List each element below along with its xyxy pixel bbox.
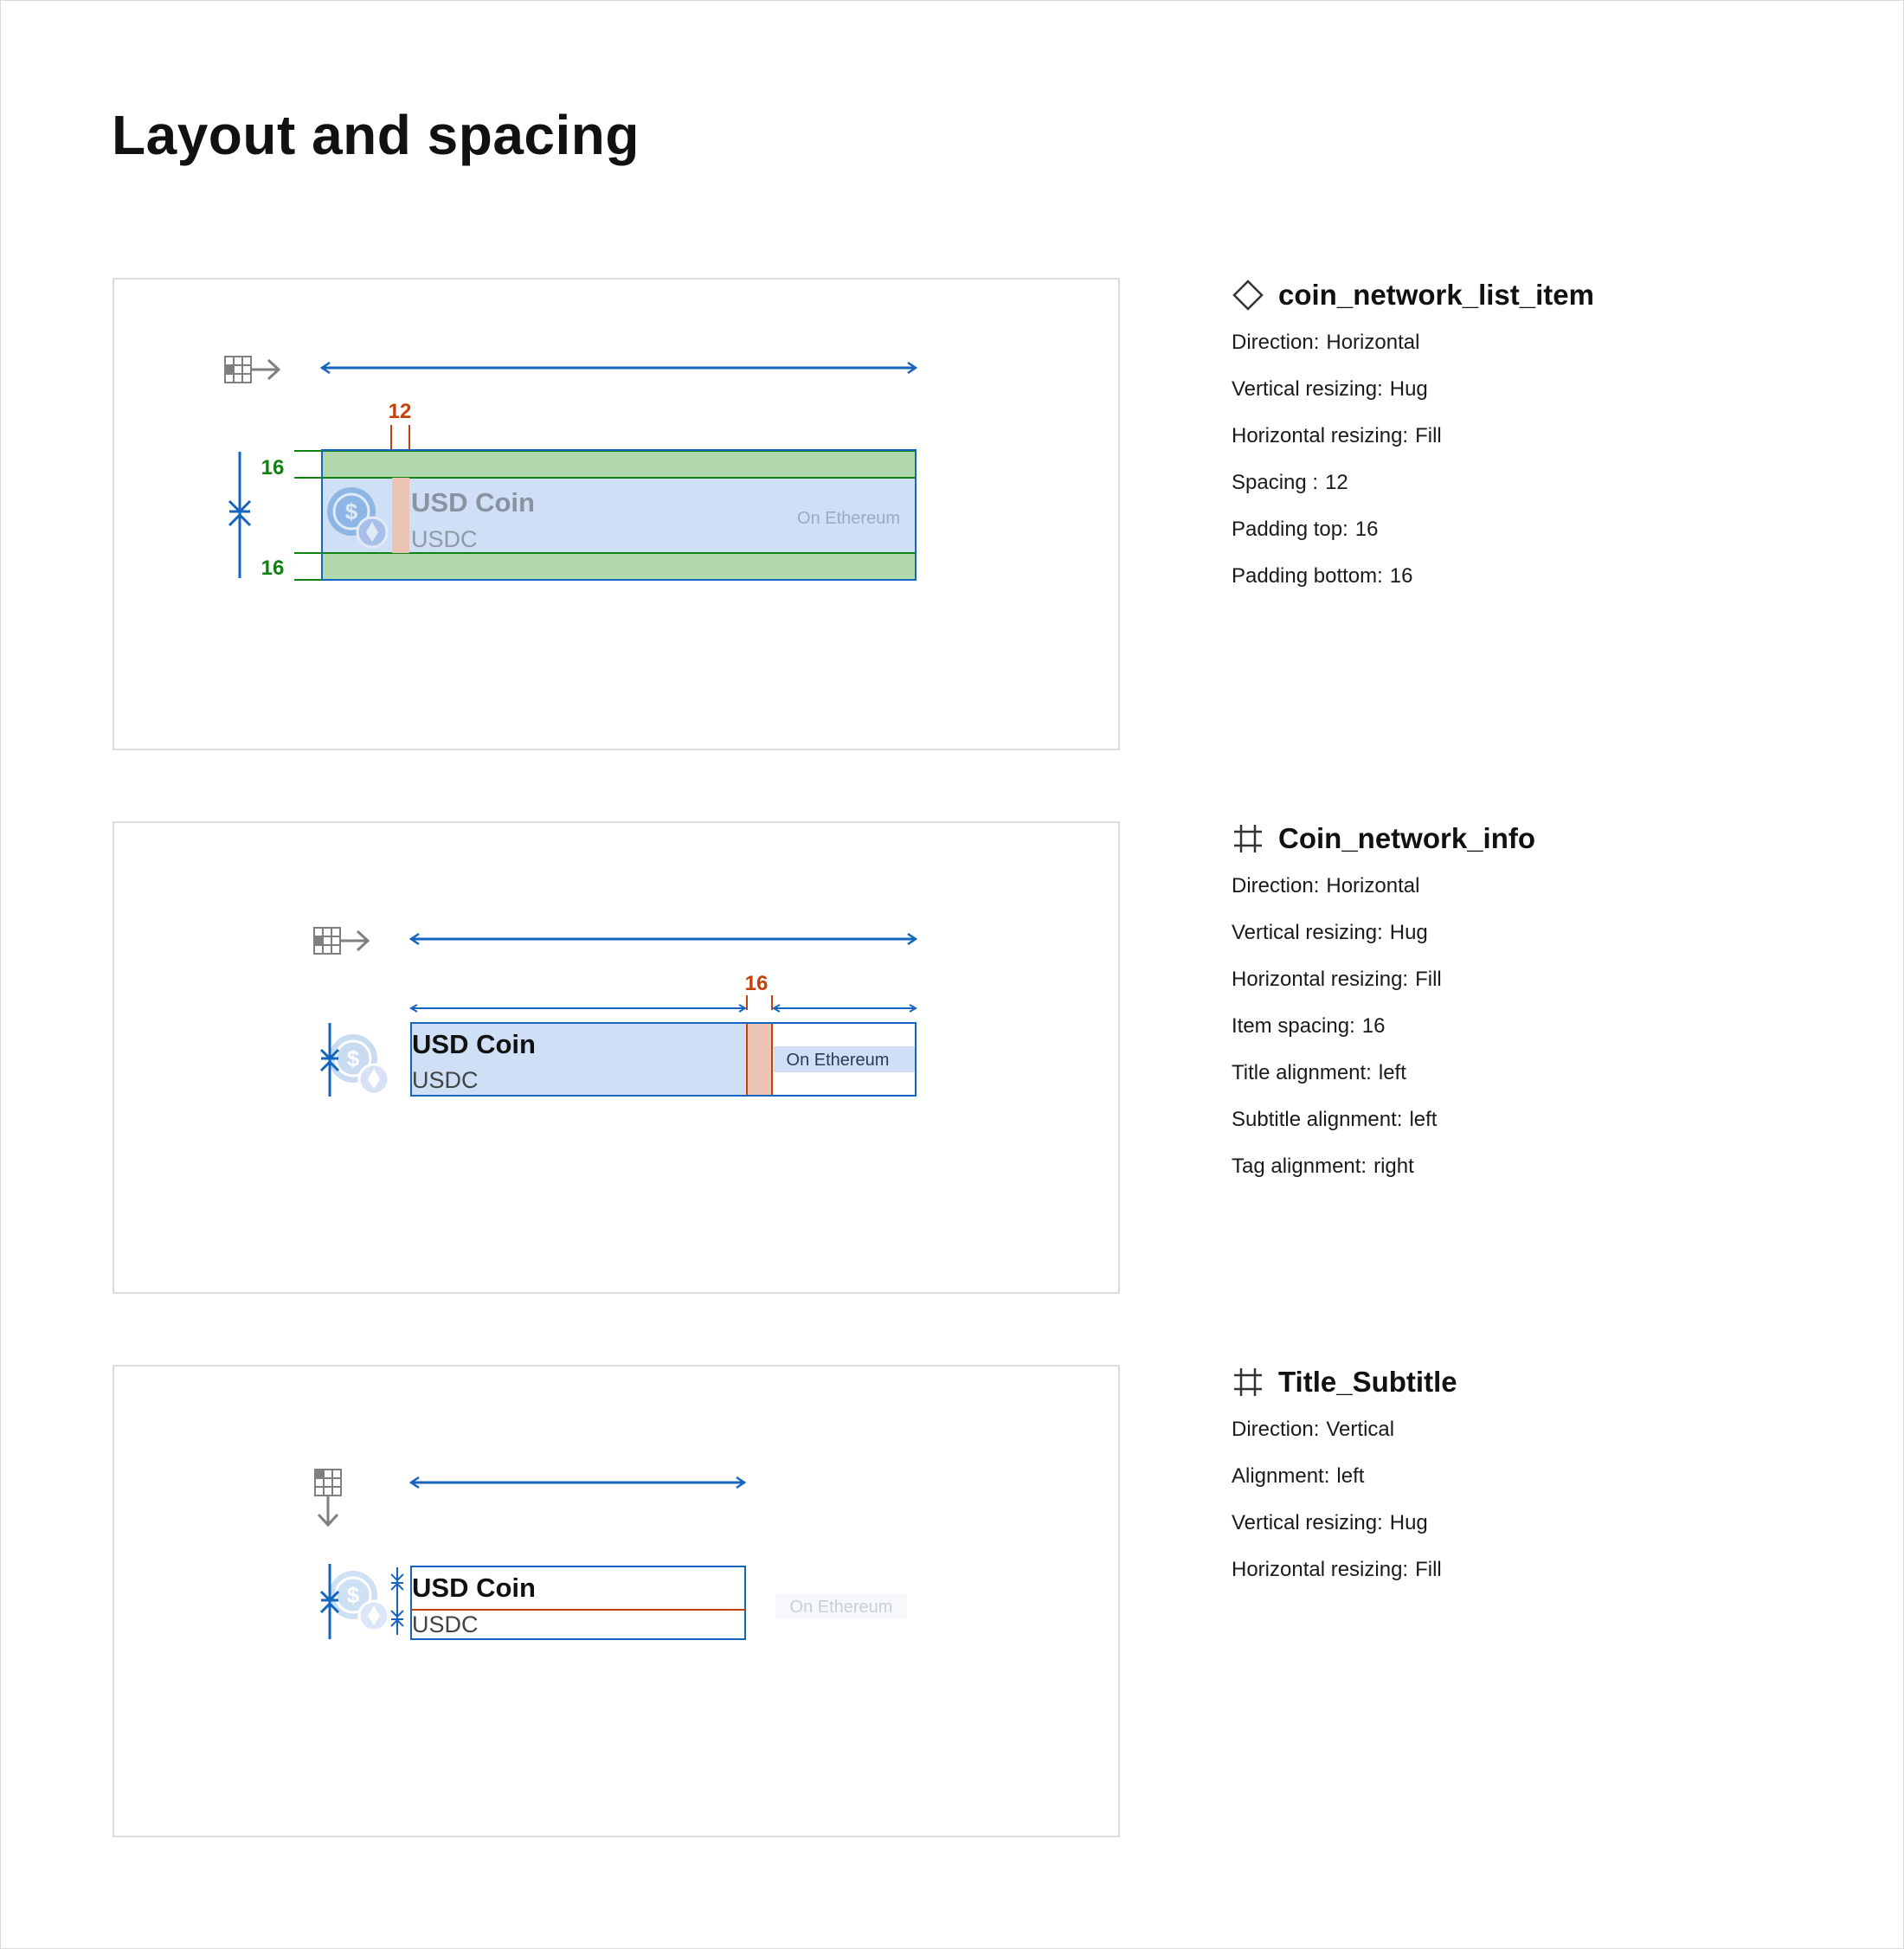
spec-row: Item spacing: 16 <box>1232 1014 1386 1038</box>
spec-row: Direction: Horizontal <box>1232 874 1420 897</box>
list-item-diagram <box>114 280 1122 752</box>
spec-row: Direction: Horizontal <box>1232 331 1420 354</box>
spec-row: Direction: Vertical <box>1232 1418 1395 1441</box>
title-subtitle-diagram <box>114 1367 1122 1839</box>
spec-header <box>1232 1358 1457 1406</box>
spec-title: Title_Subtitle <box>1278 1366 1457 1398</box>
spec-row: Horizontal resizing: Fill <box>1232 1558 1442 1581</box>
spec-panel-list-item <box>1232 271 1594 600</box>
spec-list <box>1232 863 1535 1190</box>
usdc-coin-icon <box>329 1034 389 1094</box>
spec-title: Coin_network_info <box>1278 822 1536 854</box>
network-tag: On Ethereum <box>789 1598 893 1617</box>
spec-row: Padding bottom: 16 <box>1232 564 1413 588</box>
spec-row: Subtitle alignment: left <box>1232 1108 1438 1131</box>
spec-row: Padding top: 16 <box>1232 518 1379 541</box>
spec-header <box>1232 271 1594 319</box>
spec-row: Vertical resizing: Hug <box>1232 1511 1428 1534</box>
spec-row: Tag alignment: right <box>1232 1155 1414 1178</box>
spec-panel-coin-network-info <box>1232 814 1535 1190</box>
spec-row: Title alignment: left <box>1232 1061 1406 1084</box>
item-title: USD Coin <box>412 1029 536 1059</box>
padding-top-label: 16 <box>261 456 285 479</box>
spec-list <box>1232 1406 1457 1593</box>
network-tag: On Ethereum <box>786 1051 890 1070</box>
spec-title: coin_network_list_item <box>1278 279 1594 311</box>
padding-top-band <box>322 450 916 478</box>
item-title: USD Coin <box>411 487 535 518</box>
coin-network-info-diagram <box>114 823 1122 1296</box>
svg-text:$: $ <box>346 1582 360 1608</box>
spacing-value-label: 12 <box>388 400 412 423</box>
diagram-frame-coin-network-info <box>113 821 1120 1294</box>
diagram-frame-list-item <box>113 278 1120 750</box>
network-tag: On Ethereum <box>797 509 900 528</box>
spec-header <box>1232 814 1535 863</box>
component-icon <box>1232 279 1264 312</box>
svg-text:$: $ <box>344 499 358 524</box>
spec-row: Vertical resizing: Hug <box>1232 921 1428 944</box>
frame-icon <box>1232 1366 1264 1399</box>
auto-layout-horizontal-icon <box>314 928 368 954</box>
spec-row: Vertical resizing: Hug <box>1232 377 1428 401</box>
frame-icon <box>1232 822 1264 855</box>
item-subtitle: USDC <box>412 1067 479 1093</box>
svg-text:$: $ <box>346 1045 360 1071</box>
spec-row: Horizontal resizing: Fill <box>1232 968 1442 991</box>
item-spacing-value-label: 16 <box>744 972 769 995</box>
spec-panel-title-subtitle <box>1232 1358 1457 1593</box>
item-subtitle: USDC <box>411 526 478 552</box>
item-subtitle: USDC <box>412 1611 479 1637</box>
page-title: Layout and spacing <box>112 104 640 166</box>
auto-layout-vertical-icon <box>315 1470 341 1525</box>
spec-row: Horizontal resizing: Fill <box>1232 424 1442 447</box>
padding-bottom-band <box>322 553 916 581</box>
spec-list <box>1232 319 1594 600</box>
item-spacing-gap <box>392 478 409 553</box>
item-title: USD Coin <box>412 1573 536 1603</box>
spec-row: Alignment: left <box>1232 1464 1365 1488</box>
auto-layout-horizontal-icon <box>225 357 279 383</box>
padding-bottom-label: 16 <box>261 556 285 580</box>
diagram-frame-title-subtitle <box>113 1365 1120 1837</box>
spec-row: Spacing : 12 <box>1232 471 1348 494</box>
